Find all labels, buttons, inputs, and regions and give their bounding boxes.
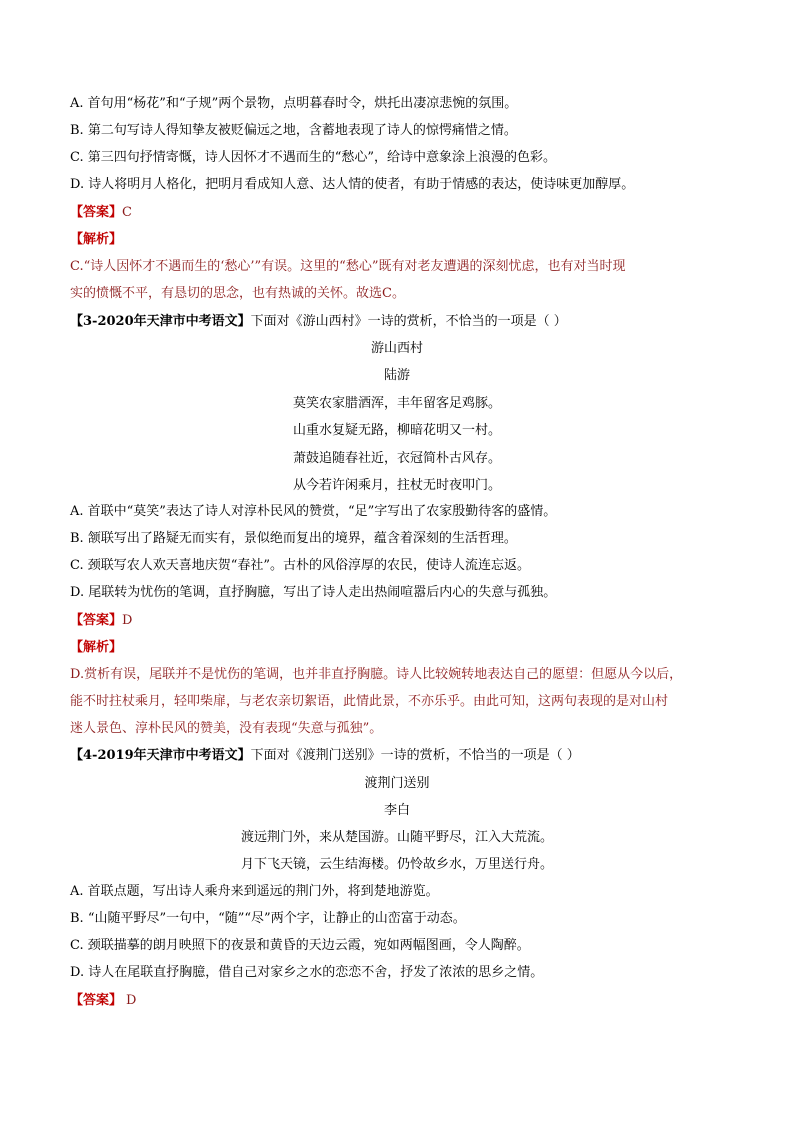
answer-line: [70, 204, 730, 222]
poem-title: 渡荆门送别: [364, 776, 430, 791]
answer-value: D: [126, 993, 137, 1008]
option-a: A. 首联点题，写出诗人乘舟来到遥远的荆门外，将到楚地游览。: [70, 884, 439, 899]
answer-line: [70, 612, 730, 630]
option-a: A. 首联中“莫笑”表达了诗人对淳朴民风的赞赏，“足”字写出了农家殷勤待客的盛情。: [70, 504, 557, 519]
answer-tag: 【答案】: [70, 205, 123, 220]
option-c: C. 颈联写农人欢天喜地庆贺“春社”。古朴的风俗淳厚的农民，使诗人流连忘返。: [70, 558, 531, 573]
option-d: D. 诗人将明月人格化，把明月看成知人意、达人情的使者，有助于情感的表达，使诗味更加醇厚。: [70, 177, 635, 192]
option-c: C. 第三四句抒情寄慨，诗人因怀才不遇而生的“愁心”，给诗中意象涂上浪漫的色彩。: [70, 150, 557, 165]
option-d: D. 诗人在尾联直抒胸臆，借自己对家乡之水的恋恋不舍，抒发了浓浓的思乡之情。: [70, 965, 544, 980]
question-text: 下面对《渡荆门送别》一诗的赏析，不恰当的一项是（ ）: [250, 748, 580, 763]
poem-line: 莫笑农家腊酒浑，丰年留客足鸡豚。: [292, 396, 501, 411]
analysis-text: 迷人景色、淳朴民风的赞美，没有表现“失意与孤独”。: [70, 721, 383, 736]
analysis-line: [70, 231, 730, 249]
analysis-text: 实的愤慨不平，有恳切的思念，也有热诚的关怀。故选C。: [70, 286, 405, 301]
analysis-tag: 【解析】: [70, 640, 123, 655]
analysis-text: 能不时拄杖乘月，轻叩柴扉，与老农亲切絮语，此情此景，不亦乐乎。由此可知，这两句表现的是对山村: [70, 694, 669, 709]
analysis-line: [70, 639, 730, 657]
analysis-text: C.“诗人因怀才不遇而生的‘愁心’”有误。这里的“愁心”既有对老友遭遇的深刻忧虑，也有对当时现: [70, 259, 626, 274]
option-c: C. 颈联描摹的朗月映照下的夜景和黄昏的天边云霞，宛如两幅图画，令人陶醉。: [70, 938, 530, 953]
poem-title: 游山西村: [370, 341, 423, 356]
question-text: 下面对《游山西村》一诗的赏析，不恰当的一项是（ ）: [250, 314, 567, 329]
question-line: [70, 747, 730, 765]
answer-tag: 【答案】: [70, 613, 123, 628]
poem-line: 月下飞天镜，云生结海楼。仍怜故乡水，万里送行舟。: [240, 857, 553, 872]
option-d: D. 尾联转为忧伤的笔调，直抒胸臆，写出了诗人走出热闹喧嚣后内心的失意与孤独。: [70, 585, 557, 600]
option-a: A. 首句用“杨花”和“子规”两个景物，点明暮春时令，烘托出凄凉悲惋的氛围。: [70, 96, 518, 111]
answer-line: [70, 992, 730, 1010]
question-source: 【4-2019年天津市中考语文】: [70, 748, 251, 763]
poem-line: 山重水复疑无路，柳暗花明又一村。: [292, 423, 501, 438]
answer-tag: 【答案】: [70, 993, 123, 1008]
option-b: B. 颔联写出了路疑无而实有，景似绝而复出的境界，蕴含着深刻的生活哲理。: [70, 531, 517, 546]
poem-author: 陆游: [383, 368, 410, 383]
analysis-text: D.赏析有误，尾联并不是忧伤的笔调，也并非直抒胸臆。诗人比较婉转地表达自己的愿望：但愿从今以后，: [70, 667, 683, 682]
answer-value: C: [122, 205, 132, 220]
poem-author: 李白: [383, 803, 410, 818]
option-b: B. 第二句写诗人得知挚友被贬偏远之地，含蓄地表现了诗人的惊愕痛惜之情。: [70, 123, 517, 138]
analysis-tag: 【解析】: [70, 232, 123, 247]
poem-line: 萧鼓追随春社近，衣冠简朴古风存。: [292, 451, 501, 466]
poem-line: 渡远荆门外，来从楚国游。山随平野尽，江入大荒流。: [240, 830, 553, 845]
poem-line: 从今若许闲乘月，拄杖无时夜叩门。: [292, 478, 501, 493]
answer-value: D: [122, 613, 133, 628]
question-source: 【3-2020年天津市中考语文】: [70, 314, 251, 329]
option-b: B. “山随平野尽”一句中，“随”“尽”两个字，让静止的山峦富于动态。: [70, 911, 466, 926]
question-line: [70, 313, 730, 331]
